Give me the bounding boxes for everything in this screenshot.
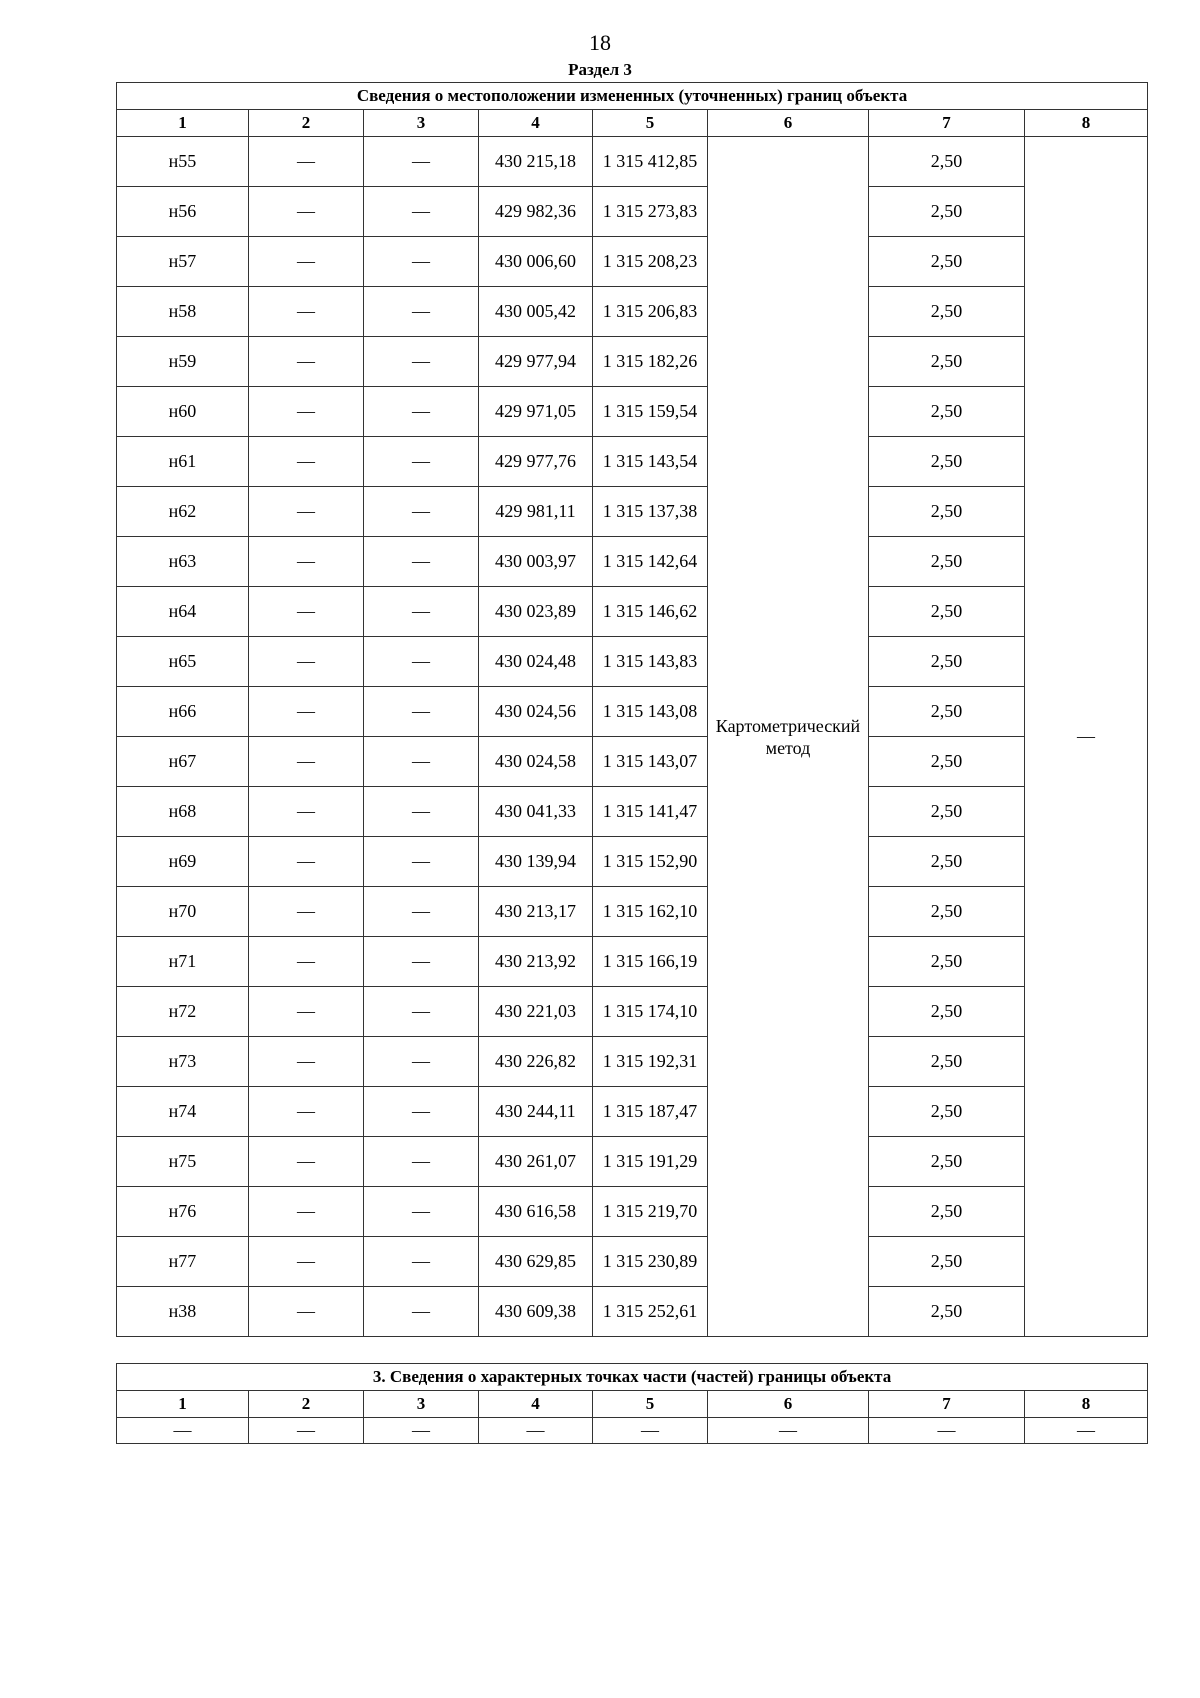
cell-col2: —	[249, 1187, 364, 1237]
coord-x: 429 977,94	[479, 337, 593, 387]
coord-y: 1 315 208,23	[593, 237, 708, 287]
cell-col2: —	[249, 1237, 364, 1287]
coord-y: 1 315 219,70	[593, 1187, 708, 1237]
coord-y: 1 315 192,31	[593, 1037, 708, 1087]
cell-col2: —	[249, 537, 364, 587]
part-empty-row	[117, 1418, 1148, 1444]
point-name: н64	[117, 587, 249, 637]
section-label: Раздел 3	[568, 60, 632, 79]
accuracy-cell: 2,50	[869, 537, 1025, 587]
table-row	[117, 737, 1148, 787]
accuracy-cell: 2,50	[869, 937, 1025, 987]
coord-x: 430 003,97	[479, 537, 593, 587]
column-header: 5	[593, 110, 708, 137]
point-name: н77	[117, 1237, 249, 1287]
table-cell: —	[869, 1418, 1025, 1444]
accuracy-cell: 2,50	[869, 1137, 1025, 1187]
coord-y: 1 315 206,83	[593, 287, 708, 337]
point-name: н62	[117, 487, 249, 537]
boundary-table	[116, 82, 1148, 1337]
column-header: 1	[117, 110, 249, 137]
table-cell: —	[117, 1418, 249, 1444]
coord-y: 1 315 412,85	[593, 137, 708, 187]
cell-col3: —	[364, 787, 479, 837]
coord-y: 1 315 162,10	[593, 887, 708, 937]
cell-col3: —	[364, 1237, 479, 1287]
cell-col3: —	[364, 1287, 479, 1337]
point-name: н68	[117, 787, 249, 837]
point-name: н69	[117, 837, 249, 887]
cell-col2: —	[249, 437, 364, 487]
accuracy-cell: 2,50	[869, 337, 1025, 387]
cell-col2: —	[249, 737, 364, 787]
point-name: н70	[117, 887, 249, 937]
page-number: 18	[589, 30, 611, 55]
part-table-title: 3. Сведения о характерных точках части (частей) границы объекта	[117, 1364, 1148, 1391]
point-name: н55	[117, 137, 249, 187]
coord-x: 430 213,17	[479, 887, 593, 937]
coord-x: 429 977,76	[479, 437, 593, 487]
point-name: н65	[117, 637, 249, 687]
point-name: н38	[117, 1287, 249, 1337]
table-row	[117, 1187, 1148, 1237]
coord-y: 1 315 152,90	[593, 837, 708, 887]
coord-y: 1 315 174,10	[593, 987, 708, 1037]
coord-x: 429 981,11	[479, 487, 593, 537]
accuracy-cell: 2,50	[869, 587, 1025, 637]
coord-x: 430 215,18	[479, 137, 593, 187]
coord-x: 430 041,33	[479, 787, 593, 837]
coord-y: 1 315 187,47	[593, 1087, 708, 1137]
cell-col2: —	[249, 1037, 364, 1087]
col8-cell: —	[1025, 137, 1148, 1337]
cell-col2: —	[249, 387, 364, 437]
column-header: 2	[249, 1391, 364, 1418]
accuracy-cell: 2,50	[869, 1037, 1025, 1087]
accuracy-cell: 2,50	[869, 487, 1025, 537]
point-name: н66	[117, 687, 249, 737]
cell-col3: —	[364, 487, 479, 537]
coord-x: 430 221,03	[479, 987, 593, 1037]
table-row	[117, 787, 1148, 837]
coord-y: 1 315 159,54	[593, 387, 708, 437]
cell-col2: —	[249, 837, 364, 887]
cell-col3: —	[364, 1137, 479, 1187]
accuracy-cell: 2,50	[869, 637, 1025, 687]
coord-y: 1 315 141,47	[593, 787, 708, 837]
point-name: н73	[117, 1037, 249, 1087]
cell-col3: —	[364, 587, 479, 637]
table-row	[117, 1237, 1148, 1287]
table-row	[117, 937, 1148, 987]
cell-col2: —	[249, 487, 364, 537]
column-header: 6	[708, 110, 869, 137]
coord-x: 430 024,48	[479, 637, 593, 687]
cell-col3: —	[364, 387, 479, 437]
cell-col2: —	[249, 987, 364, 1037]
table-row	[117, 1137, 1148, 1187]
table-row	[117, 587, 1148, 637]
table-row	[117, 1087, 1148, 1137]
accuracy-cell: 2,50	[869, 1237, 1025, 1287]
cell-col2: —	[249, 937, 364, 987]
point-name: н59	[117, 337, 249, 387]
accuracy-cell: 2,50	[869, 1087, 1025, 1137]
part-boundary-table	[116, 1363, 1148, 1444]
coord-y: 1 315 143,83	[593, 637, 708, 687]
accuracy-cell: 2,50	[869, 887, 1025, 937]
table-row	[117, 1287, 1148, 1337]
coord-y: 1 315 143,08	[593, 687, 708, 737]
cell-col2: —	[249, 237, 364, 287]
cell-col2: —	[249, 637, 364, 687]
point-name: н58	[117, 287, 249, 337]
accuracy-cell: 2,50	[869, 287, 1025, 337]
cell-col3: —	[364, 1037, 479, 1087]
table-row	[117, 237, 1148, 287]
cell-col2: —	[249, 687, 364, 737]
cell-col2: —	[249, 587, 364, 637]
table-row	[117, 837, 1148, 887]
coord-x: 430 024,56	[479, 687, 593, 737]
coord-y: 1 315 252,61	[593, 1287, 708, 1337]
coord-y: 1 315 146,62	[593, 587, 708, 637]
cell-col3: —	[364, 537, 479, 587]
table-row	[117, 387, 1148, 437]
accuracy-cell: 2,50	[869, 437, 1025, 487]
table-row	[117, 887, 1148, 937]
table-cell: —	[1025, 1418, 1148, 1444]
cell-col3: —	[364, 687, 479, 737]
cell-col3: —	[364, 287, 479, 337]
table-row	[117, 487, 1148, 537]
table-row	[117, 987, 1148, 1037]
table-row	[117, 537, 1148, 587]
table-row	[117, 187, 1148, 237]
point-name: н60	[117, 387, 249, 437]
point-name: н75	[117, 1137, 249, 1187]
part-header-row	[117, 1391, 1148, 1418]
cell-col3: —	[364, 1087, 479, 1137]
coord-x: 430 609,38	[479, 1287, 593, 1337]
point-name: н76	[117, 1187, 249, 1237]
table-row	[117, 437, 1148, 487]
cell-col2: —	[249, 337, 364, 387]
column-header: 4	[479, 110, 593, 137]
column-header: 2	[249, 110, 364, 137]
point-name: н71	[117, 937, 249, 987]
cell-col2: —	[249, 887, 364, 937]
cell-col3: —	[364, 137, 479, 187]
coord-y: 1 315 143,54	[593, 437, 708, 487]
column-header: 8	[1025, 1391, 1148, 1418]
table-cell: —	[593, 1418, 708, 1444]
accuracy-cell: 2,50	[869, 737, 1025, 787]
coord-y: 1 315 166,19	[593, 937, 708, 987]
coord-x: 429 982,36	[479, 187, 593, 237]
coord-x: 430 005,42	[479, 287, 593, 337]
cell-col3: —	[364, 837, 479, 887]
column-header: 7	[869, 1391, 1025, 1418]
column-header: 4	[479, 1391, 593, 1418]
coord-y: 1 315 142,64	[593, 537, 708, 587]
table-row	[117, 337, 1148, 387]
coord-x: 430 024,58	[479, 737, 593, 787]
coord-x: 430 139,94	[479, 837, 593, 887]
coord-y: 1 315 182,26	[593, 337, 708, 387]
point-name: н61	[117, 437, 249, 487]
table-row	[117, 1037, 1148, 1087]
point-name: н72	[117, 987, 249, 1037]
cell-col2: —	[249, 787, 364, 837]
coord-y: 1 315 191,29	[593, 1137, 708, 1187]
table-title: Сведения о местоположении измененных (уточненных) границ объекта	[117, 83, 1148, 110]
column-header: 1	[117, 1391, 249, 1418]
table-row	[117, 137, 1148, 187]
coord-x: 430 023,89	[479, 587, 593, 637]
table-cell: —	[708, 1418, 869, 1444]
method-cell: Картометрический метод	[708, 137, 869, 1337]
point-name: н56	[117, 187, 249, 237]
cell-col3: —	[364, 1187, 479, 1237]
cell-col3: —	[364, 437, 479, 487]
cell-col3: —	[364, 737, 479, 787]
table-row	[117, 637, 1148, 687]
table-row	[117, 687, 1148, 737]
column-header: 3	[364, 1391, 479, 1418]
coord-y: 1 315 137,38	[593, 487, 708, 537]
cell-col3: —	[364, 337, 479, 387]
accuracy-cell: 2,50	[869, 387, 1025, 437]
cell-col3: —	[364, 987, 479, 1037]
header-row	[117, 110, 1148, 137]
accuracy-cell: 2,50	[869, 1287, 1025, 1337]
cell-col2: —	[249, 1137, 364, 1187]
cell-col3: —	[364, 887, 479, 937]
coord-y: 1 315 273,83	[593, 187, 708, 237]
coord-x: 430 213,92	[479, 937, 593, 987]
column-header: 5	[593, 1391, 708, 1418]
coord-y: 1 315 230,89	[593, 1237, 708, 1287]
cell-col3: —	[364, 637, 479, 687]
coord-x: 430 629,85	[479, 1237, 593, 1287]
coord-x: 430 226,82	[479, 1037, 593, 1087]
accuracy-cell: 2,50	[869, 687, 1025, 737]
coord-y: 1 315 143,07	[593, 737, 708, 787]
cell-col2: —	[249, 187, 364, 237]
cell-col2: —	[249, 287, 364, 337]
point-name: н74	[117, 1087, 249, 1137]
column-header: 7	[869, 110, 1025, 137]
table-row	[117, 287, 1148, 337]
column-header: 6	[708, 1391, 869, 1418]
point-name: н57	[117, 237, 249, 287]
coord-x: 429 971,05	[479, 387, 593, 437]
cell-col2: —	[249, 1287, 364, 1337]
table-cell: —	[364, 1418, 479, 1444]
accuracy-cell: 2,50	[869, 787, 1025, 837]
coord-x: 430 244,11	[479, 1087, 593, 1137]
coord-x: 430 261,07	[479, 1137, 593, 1187]
cell-col3: —	[364, 237, 479, 287]
point-name: н63	[117, 537, 249, 587]
point-name: н67	[117, 737, 249, 787]
accuracy-cell: 2,50	[869, 837, 1025, 887]
coord-x: 430 006,60	[479, 237, 593, 287]
cell-col3: —	[364, 187, 479, 237]
accuracy-cell: 2,50	[869, 137, 1025, 187]
accuracy-cell: 2,50	[869, 987, 1025, 1037]
table-cell: —	[249, 1418, 364, 1444]
cell-col3: —	[364, 937, 479, 987]
accuracy-cell: 2,50	[869, 187, 1025, 237]
accuracy-cell: 2,50	[869, 237, 1025, 287]
accuracy-cell: 2,50	[869, 1187, 1025, 1237]
cell-col2: —	[249, 1087, 364, 1137]
coord-x: 430 616,58	[479, 1187, 593, 1237]
cell-col2: —	[249, 137, 364, 187]
column-header: 8	[1025, 110, 1148, 137]
table-cell: —	[479, 1418, 593, 1444]
column-header: 3	[364, 110, 479, 137]
